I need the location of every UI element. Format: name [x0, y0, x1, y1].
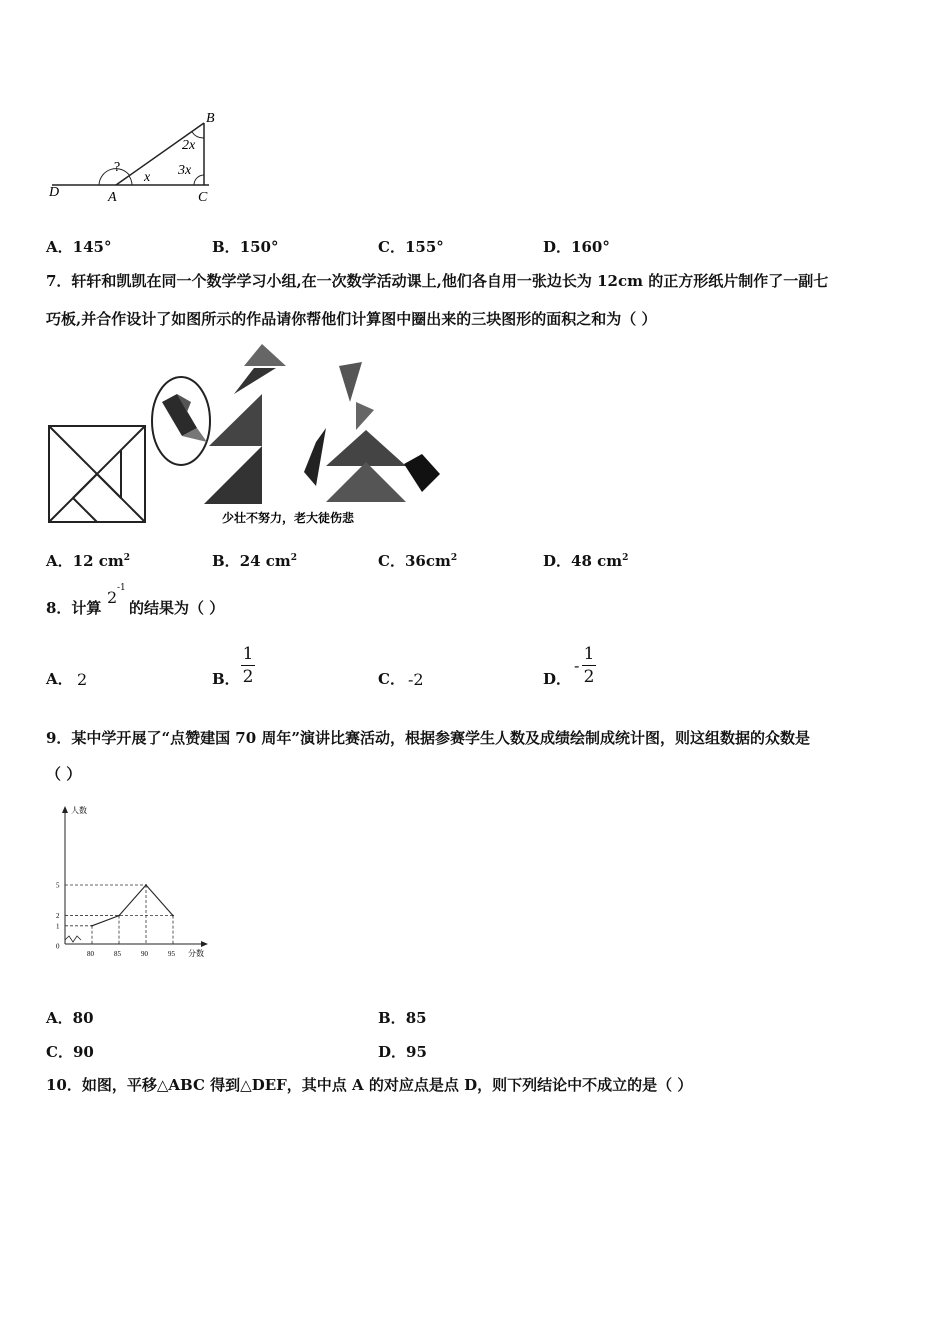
option-letter: C．	[46, 1043, 73, 1061]
option-value: 85	[405, 1009, 427, 1027]
q6-option-a[interactable]	[46, 236, 111, 257]
q8-option-a-value: 2	[77, 670, 88, 689]
q9-stem-line2: （ ）	[46, 765, 82, 783]
option-value: 155°	[404, 238, 444, 256]
fraction-bar	[582, 665, 596, 666]
q8-option-a[interactable]	[46, 668, 73, 689]
data-point	[118, 915, 120, 917]
tangram-caption: 少壮不努力，老大徒伤悲	[222, 511, 355, 525]
q9-line-chart	[40, 798, 220, 966]
series-segment	[146, 885, 173, 916]
option-letter: D．	[543, 670, 572, 688]
x-tick-label: 90	[141, 950, 148, 958]
q7-option-c[interactable]	[378, 550, 457, 571]
q6-option-d[interactable]	[543, 236, 610, 257]
q8-stem-suffix: 的结果为（ ）	[129, 599, 225, 617]
angle-2x: 2x	[182, 138, 196, 153]
data-point	[91, 925, 93, 927]
option-value: 24 cm	[239, 552, 291, 570]
y-tick-label: 1	[56, 922, 60, 931]
option-sup: 2	[622, 553, 629, 563]
axis-break	[65, 936, 81, 942]
option-value: 48 cm	[571, 552, 623, 570]
x-tick-label: 80	[87, 950, 94, 958]
q8-stem-prefix: 8．计算	[46, 599, 102, 617]
q9-option-a[interactable]	[46, 1007, 94, 1028]
option-letter: D．	[543, 238, 572, 256]
option-letter: D．	[543, 552, 572, 570]
option-letter: A．	[46, 552, 73, 570]
series-segment	[92, 916, 119, 926]
option-value: 145°	[72, 238, 112, 256]
y-axis-label: 人数	[71, 806, 87, 815]
angle-x: x	[144, 170, 151, 185]
option-value: 90	[72, 1043, 94, 1061]
angle-3x: 3x	[178, 163, 192, 178]
q8-option-b[interactable]	[212, 668, 240, 689]
q8-option-d-sign: -	[574, 656, 580, 675]
label-A: A	[108, 190, 117, 205]
x-tick-label: 95	[168, 950, 175, 958]
y-tick-label: 5	[56, 881, 60, 890]
q7-option-d[interactable]	[543, 550, 628, 571]
q7-stem-line2: 巧板,并合作设计了如图所示的作品请你帮他们计算图中圈出来的三块图形的面积之和为（ ）	[46, 310, 657, 328]
q8-power-exp: -1	[117, 583, 126, 593]
tangram-square	[49, 426, 145, 522]
q9-option-d[interactable]	[378, 1041, 427, 1062]
triangle-figure	[44, 108, 234, 208]
option-letter: C．	[378, 238, 405, 256]
q8-option-d[interactable]	[543, 668, 571, 689]
q7-stem-line1: 7．轩轩和凯凯在同一个数学学习小组,在一次数学活动课上,他们各自用一张边长为 12cm 的正方形纸片制作了一副七	[46, 272, 829, 290]
data-point	[172, 915, 174, 917]
label-D: D	[49, 185, 60, 200]
option-letter: A．	[46, 1009, 73, 1027]
option-sup: 2	[290, 553, 298, 563]
option-value: 12 cm	[72, 552, 124, 570]
fraction-bar	[241, 665, 255, 666]
q8-power-base: 2	[107, 588, 118, 607]
option-sup: 2	[123, 553, 131, 563]
q10-stem: 10．如图，平移△ABC 得到△DEF，其中点 A 的对应点是点 D，则下列结论中不成立的是（ ）	[46, 1076, 693, 1094]
label-B: B	[206, 111, 215, 126]
fraction-numerator: 1	[242, 644, 254, 664]
q8-option-d-fraction	[581, 644, 597, 687]
y-axis-arrow	[62, 806, 68, 813]
option-letter: C．	[378, 670, 405, 688]
option-letter: B．	[212, 552, 240, 570]
option-letter: D．	[378, 1043, 407, 1061]
q8-option-c-value: -2	[408, 670, 424, 689]
tangram-figure	[44, 342, 444, 528]
x-axis-arrow	[201, 941, 208, 947]
q6-option-b[interactable]	[212, 236, 279, 257]
y-tick-label: 0	[56, 942, 60, 951]
option-letter: A．	[46, 670, 73, 688]
option-letter: B．	[378, 1009, 406, 1027]
q9-option-c[interactable]	[46, 1041, 94, 1062]
q8-option-b-fraction	[240, 644, 256, 687]
option-value: 80	[72, 1009, 94, 1027]
fraction-denominator: 2	[583, 667, 595, 687]
x-tick-label: 85	[114, 950, 121, 958]
q9-option-b[interactable]	[378, 1007, 427, 1028]
option-value: 95	[406, 1043, 427, 1061]
q6-option-c[interactable]	[378, 236, 444, 257]
y-tick-label: 2	[56, 912, 60, 921]
series-segment	[119, 885, 146, 916]
fraction-denominator: 2	[242, 667, 254, 687]
option-letter: C．	[378, 552, 405, 570]
q7-option-b[interactable]	[212, 550, 297, 571]
angle-question: ?	[114, 160, 121, 175]
q7-option-a[interactable]	[46, 550, 130, 571]
option-letter: B．	[212, 670, 240, 688]
option-sup: 2	[450, 553, 458, 563]
label-C: C	[198, 190, 208, 205]
option-value: 36cm	[404, 552, 451, 570]
data-point	[145, 884, 147, 886]
option-value: 150°	[239, 238, 279, 256]
q9-stem-line1: 9．某中学开展了“点赞建国 70 周年”演讲比赛活动，根据参赛学生人数及成绩绘制成统计图，则这组数据的众数是	[46, 729, 811, 747]
option-letter: B．	[212, 238, 240, 256]
option-letter: A．	[46, 238, 73, 256]
q8-option-c[interactable]	[378, 668, 405, 689]
x-axis-label: 分数	[188, 949, 204, 958]
fraction-numerator: 1	[583, 644, 595, 664]
option-value: 160°	[571, 238, 610, 256]
